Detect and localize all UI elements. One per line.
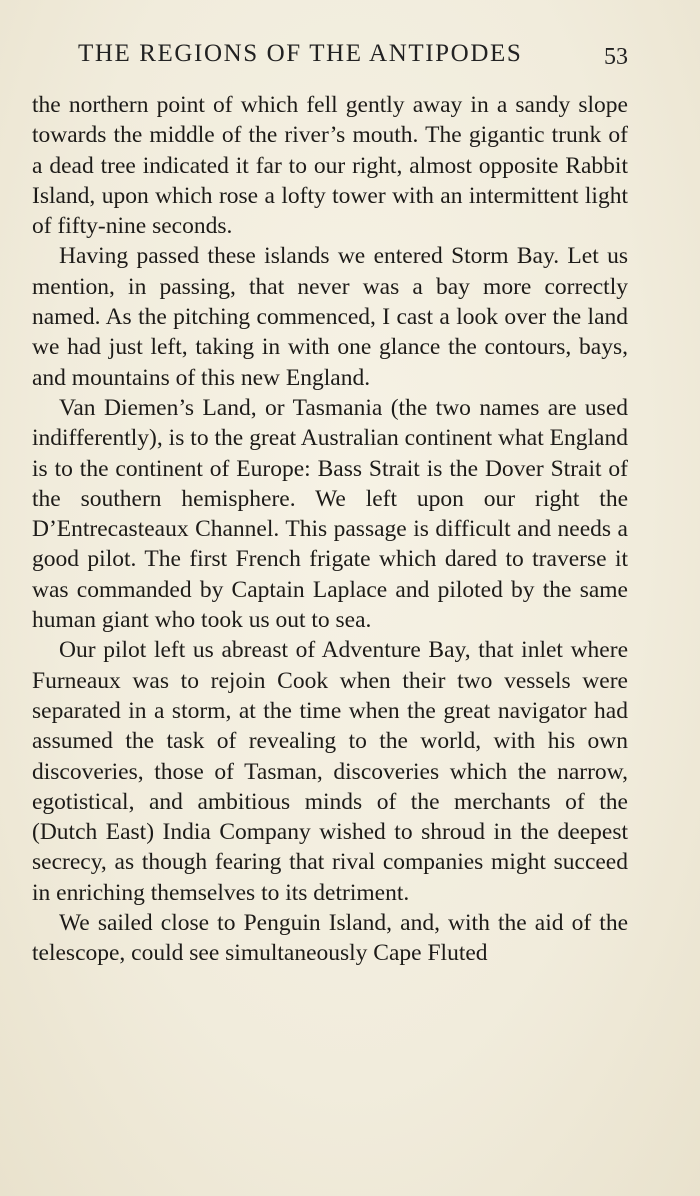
running-head <box>32 38 628 82</box>
page-number: 53 <box>604 44 628 70</box>
running-title: THE REGIONS OF THE ANTIPODES <box>78 40 523 67</box>
paragraph-continued: the northern point of which fell gently away in a sandy slope towards the middle of the river’s mouth. The gigantic trunk of a dead tree indicated it far to our right, almost opposite Rabbit Island, upon which rose a lofty tower with an intermittent light of fifty-nine seconds. <box>32 92 628 240</box>
paragraph: Our pilot left us abreast of Adventure Bay, that inlet where Furneaux was to rejoin Cook when their two vessels were separated in a storm, at the time when the great navigator had assumed the task of revealing to the world, with his own discoveries, those of Tasman, discoveries which the narrow, egotistical, and ambitious minds of the merchants of the (Dutch East) India Company wished to shroud in the deepest secrecy, as though fearing that rival companies might succeed in enriching themselves to its detriment. <box>32 637 628 906</box>
body-text <box>32 90 628 969</box>
book-page <box>32 38 628 969</box>
paragraph: Having passed these islands we entered Storm Bay. Let us mention, in passing, that never was a bay more correctly named. As the pitching commenced, I cast a look over the land we had just left, taking in with one glance the contours, bays, and mountains of this new England. <box>32 243 628 391</box>
paragraph: We sailed close to Penguin Island, and, with the aid of the telescope, could see simultaneously Cape Fluted <box>32 910 628 967</box>
paragraph: Van Diemen’s Land, or Tasmania (the two names are used indifferently), is to the great Australian continent what England is to the continent of Europe: Bass Strait is the Dover Strait of the southern hemisphere. We left upon our right the D’Entrecasteaux Channel. This passage is difficult and needs a good pilot. The first French frigate which dared to traverse it was commanded by Captain Laplace and piloted by the same human giant who took us out to sea. <box>32 394 628 634</box>
